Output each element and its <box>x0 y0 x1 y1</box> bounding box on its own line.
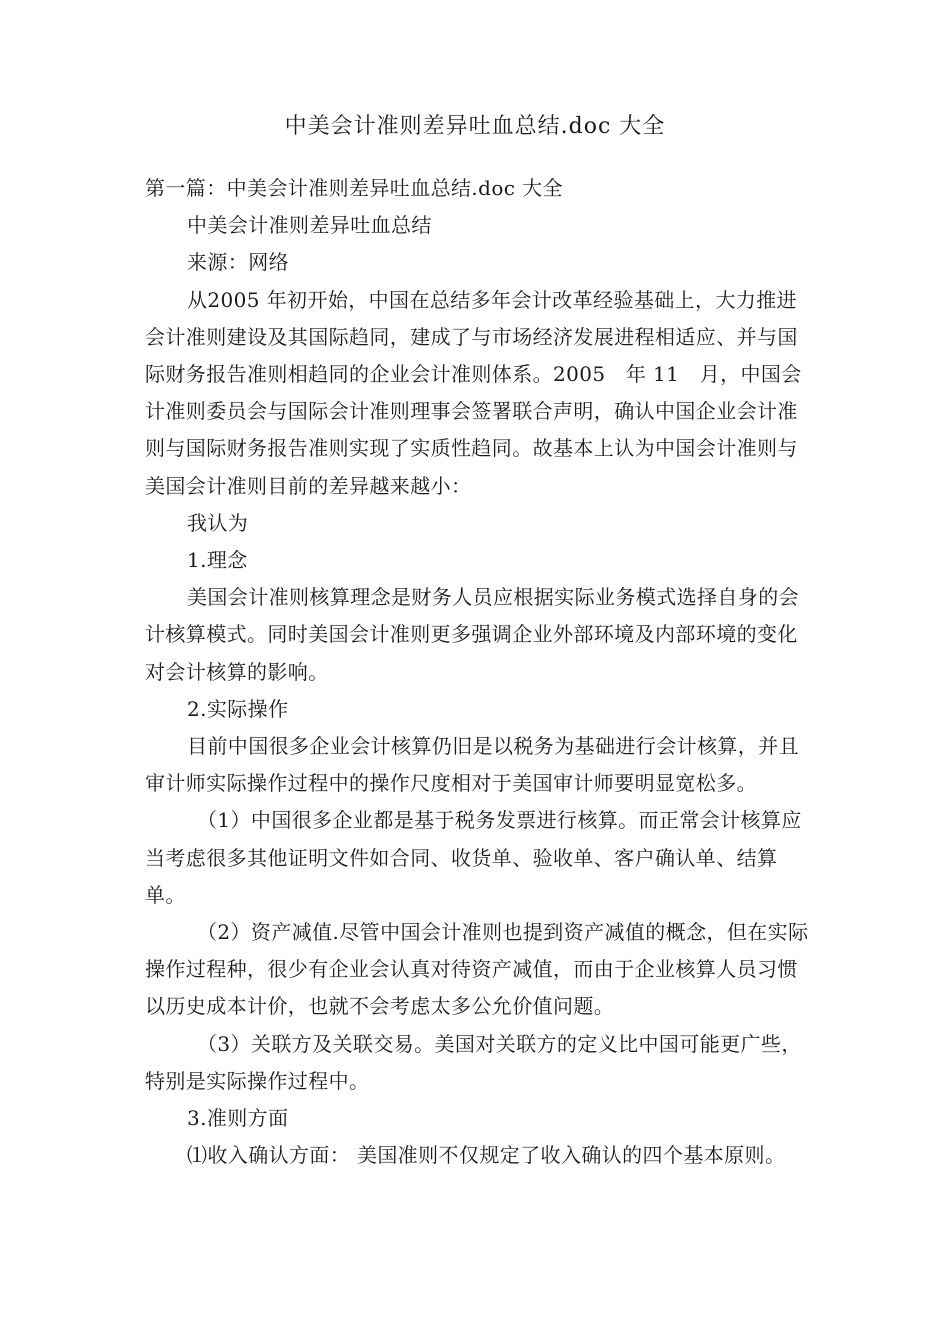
document-body <box>145 170 813 1174</box>
source-line: 来源：网络 <box>187 250 289 275</box>
section-heading: 第一篇：中美会计准则差异吐血总结.doc 大全 <box>145 176 563 200</box>
paragraph-item-3: （3）关联方及关联交易。美国对关联方的定义比中国可能更广些，特别是实际操作过程中。 <box>145 1031 802 1093</box>
heading-concept: 1.理念 <box>187 548 248 573</box>
paragraph-revenue: ⑴收入确认方面： 美国准则不仅规定了收入确认的四个基本原则。 <box>187 1143 786 1168</box>
paragraph-concept: 美国会计准则核算理念是财务人员应根据实际业务模式选择自身的会计核算模式。同时美国会计准则更多强调企业外部环境及内部环境的变化对会计核算的影响。 <box>145 585 799 684</box>
document-title: 中美会计准则差异吐血总结.doc 大全 <box>284 114 666 139</box>
paragraph-item-2: （2）资产减值.尽管中国会计准则也提到资产减值的概念，但在实际操作过程种，很少有企业会认真对待资产减值，而由于企业核算人员习惯以历史成本计价，也就不会考虑太多公允价值问题。 <box>145 920 809 1019</box>
paragraph-intro: 从2005 年初开始，中国在总结多年会计改革经验基础上，大力推进会计准则建设及其国际趋同，建成了与市场经济发展进程相适应、并与国际财务报告准则相趋同的企业会计准则体系。2005 年 11 月，中国会计准则委员会与国际会计准则理事会签署联合声明，确认中国企业会计准则与国际财务报告准则实现了实质性趋同。故基本上认为中国会计准则与美国会计准则目前的差异越来越小： <box>145 287 802 498</box>
paragraph-practice: 目前中国很多企业会计核算仍旧是以税务为基础进行会计核算，并且审计师实际操作过程中的操作尺度相对于美国审计师要明显宽松多。 <box>145 734 799 796</box>
heading-standards: 3.准则方面 <box>187 1106 289 1131</box>
paragraph-opinion: 我认为 <box>187 510 249 535</box>
paragraph-item-1: （1）中国很多企业都是基于税务发票进行核算。而正常会计核算应当考虑很多其他证明文件如合同、收货单、验收单、客户确认单、结算单。 <box>145 808 802 907</box>
article-title: 中美会计准则差异吐血总结 <box>187 213 432 238</box>
heading-practice: 2.实际操作 <box>187 696 289 721</box>
